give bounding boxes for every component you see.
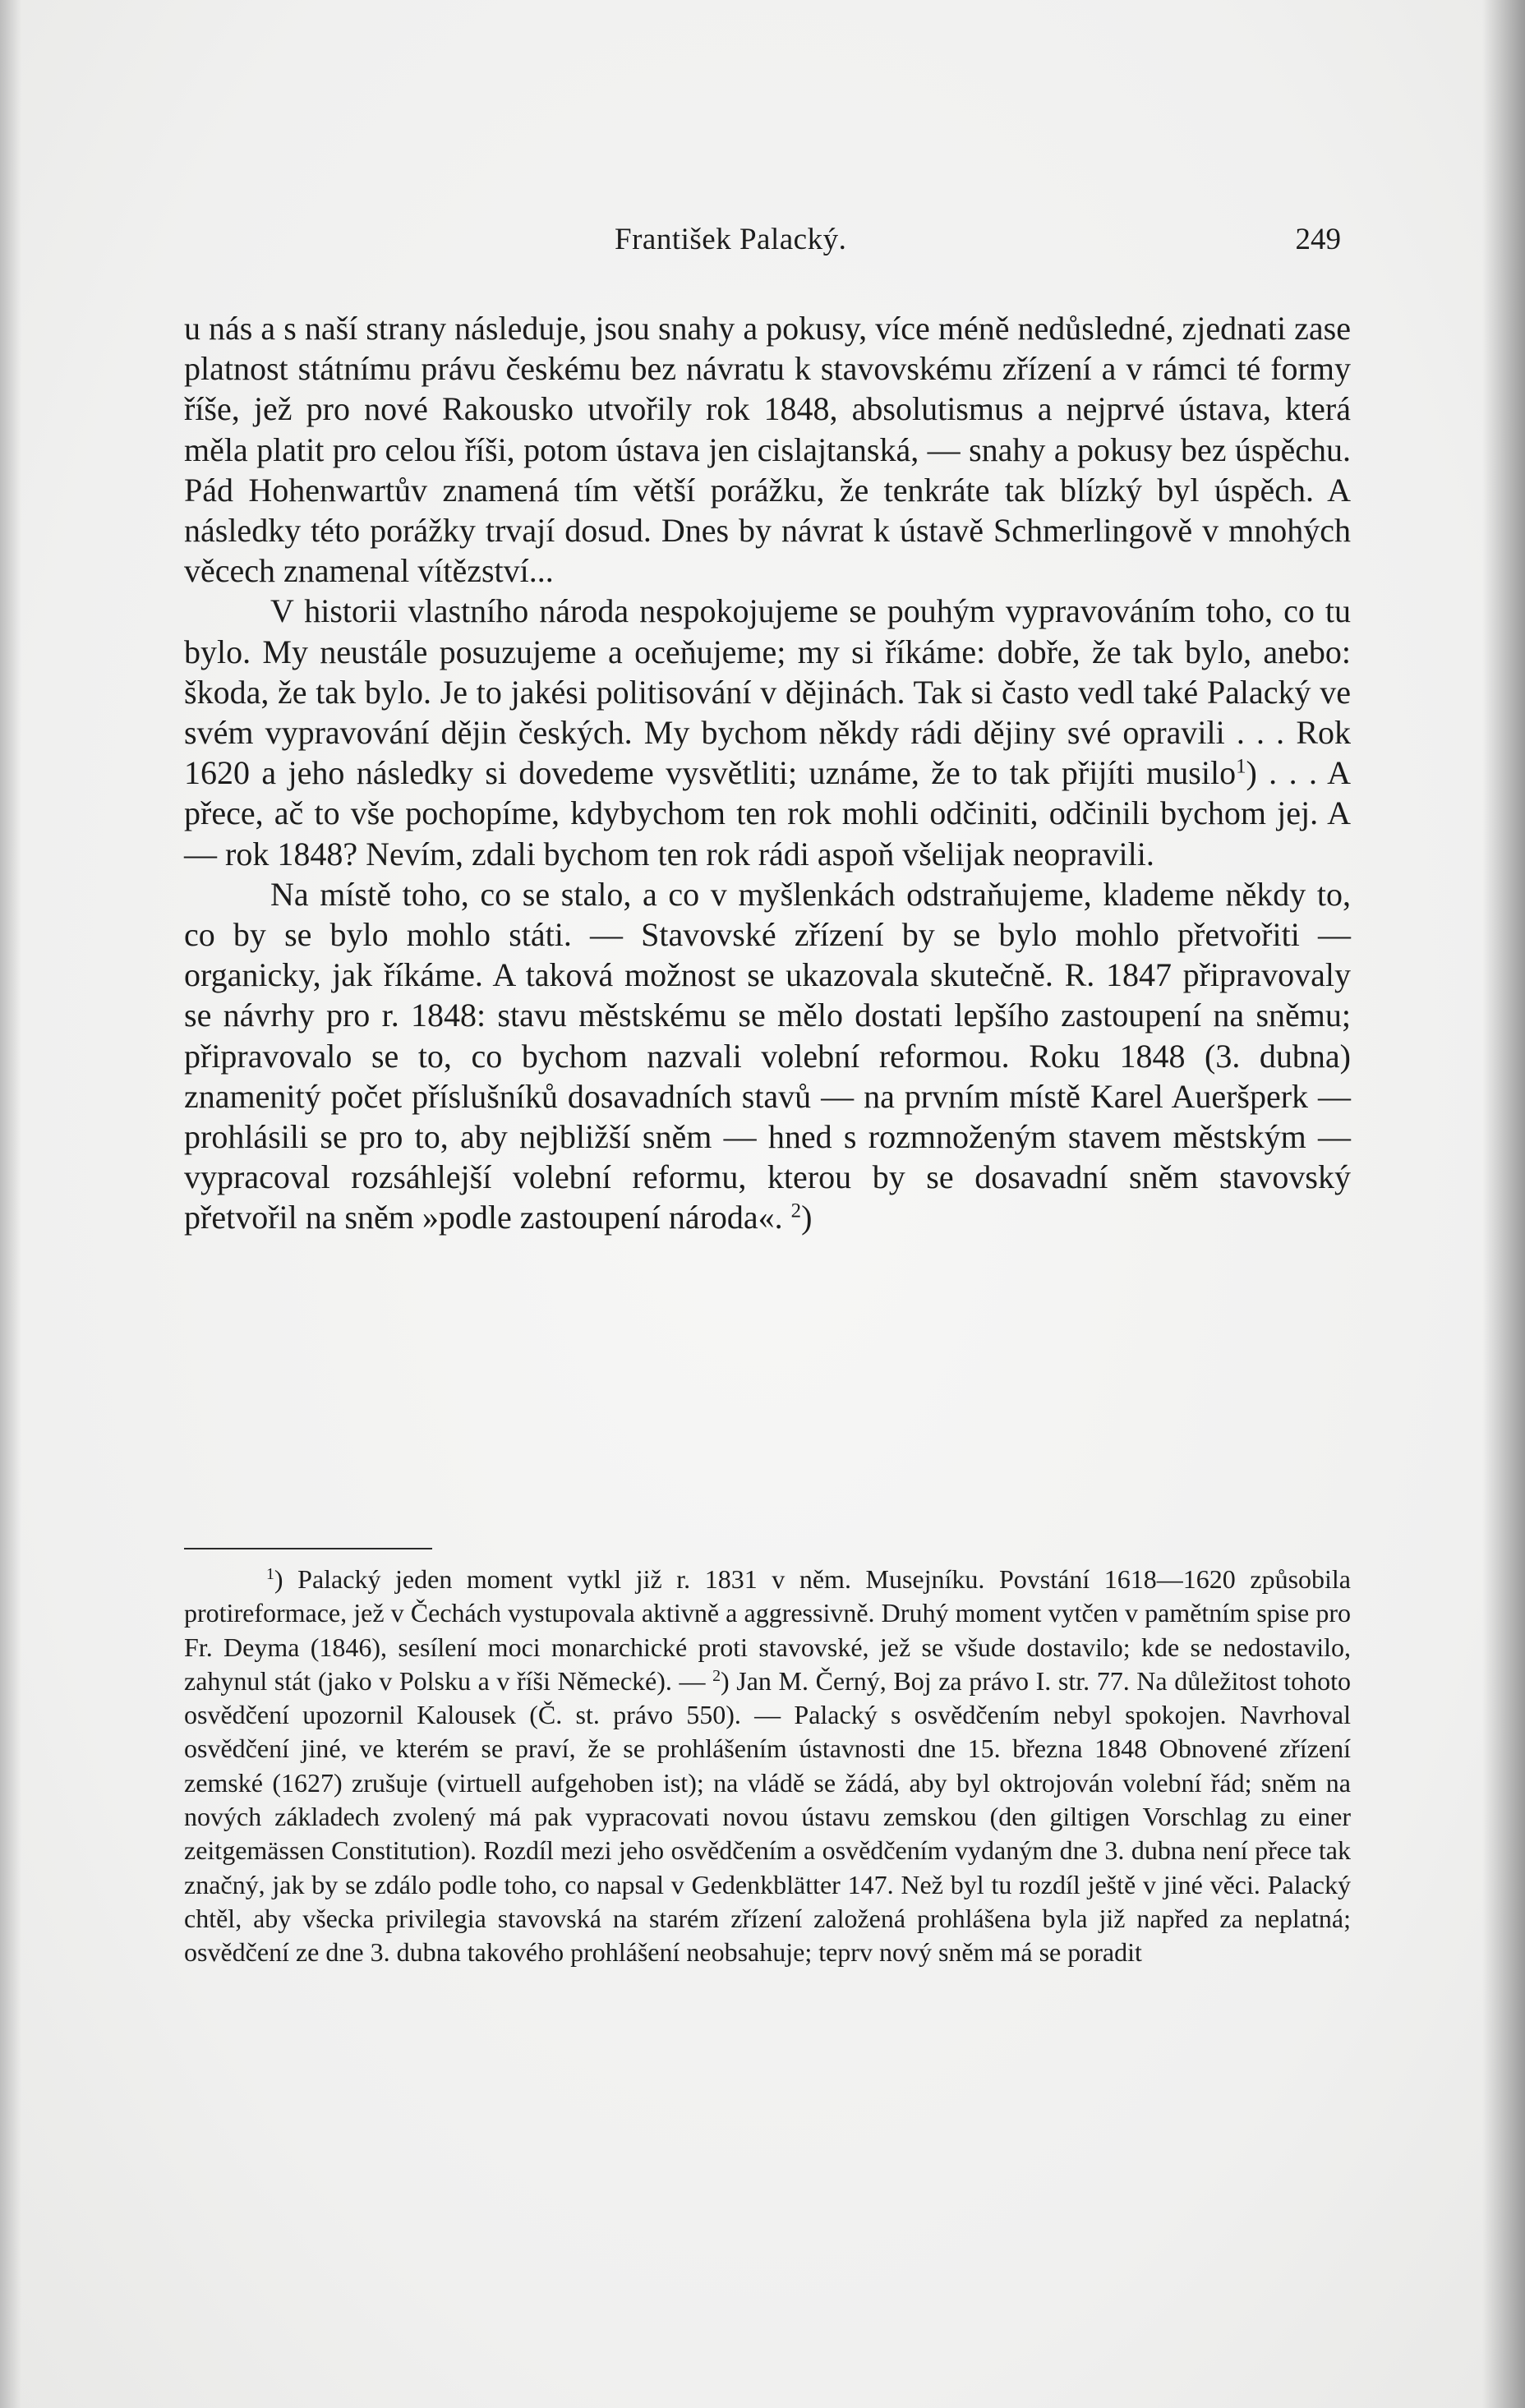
paragraph-1: u nás a s naší strany následuje, jsou snahy a pokusy, více méně nedůsledné, zjednati zase platnost státnímu právu českému bez návratu k stavovskému zřízení a v rámci té formy říše, jež pro nové Rakousko utvořily rok 1848, absolutismus a nejprvé ústava, která měla platit pro celou říši, potom ústava jen cislajtanská, — snahy a pokusy bez úspěchu. Pád Hohenwartův znamená tím větší porážku, že tenkráte tak blízký byl úspěch. A následky této porážky trvají dosud. Dnes by návrat k ústavě Schmerlingově v mnohých věcech znamenal vítězství...: [184, 310, 1351, 590]
paragraph-3-text-b: ): [801, 1199, 813, 1236]
footnote-marker-2: 2: [712, 1666, 721, 1685]
paragraph-3: [184, 874, 1351, 1238]
running-title: František Palacký.: [615, 223, 847, 256]
footnote-marker-1: 1: [266, 1565, 274, 1584]
footnote-2-text: ) Jan M. Černý, Boj za právo I. str. 77. Na důležitost tohoto osvědčení upozornil Kalousek (Č. st. právo 550). — Palacký s osvědčením nebyl spokojen. Navrhoval osvědčení jiné, ve kterém se praví, že se prohlášením ústavnosti dne 15. března 1848 Obnovené zřízení zemské (1627) zrušuje (virtuell aufgehoben ist); na vládě se žádá, aby byl oktrojován volební řád; sněm na nových základech zvolený má pak vypracovati novou ústavu zemskou (den giltigen Vorschlag zu einer zeitgemässen Constitution). Rozdíl mezi jeho osvědčením a osvědčením vydaným dne 3. dubna není přece tak značný, jak by se zdálo podle toho, co napsal v Gedenkblätter 147. Než byl tu rozdíl ještě v jiné věci. Palacký chtěl, aby všecka privilegia stavovská na starém zřízení založená prohlášena byla již napřed za neplatná; osvědčení ze dne 3. dubna takového prohlášení neobsahuje; teprv nový sněm má se poradit: [184, 1665, 1352, 1968]
footnote-block: [184, 1563, 1351, 1970]
running-header: [184, 222, 1341, 271]
page-number: 249: [1295, 223, 1341, 256]
footnote-separator: [184, 1548, 432, 1549]
page-edge-shadow-left: [0, 0, 21, 2408]
page-edge-shadow-right: [1482, 0, 1525, 2408]
paragraph-3-text-a: Na místě toho, co se stalo, a co v myšlenkách odstraňujeme, klademe někdy to, co by se bylo mohlo státi. — Stavovské zřízení by se bylo mohlo přetvořiti — organicky, jak říkáme. A taková možnost se ukazovala skutečně. R. 1847 připravovaly se návrhy pro r. 1848: stavu městskému se mělo dostati lepšího zastoupení na sněmu; připravovalo se to, co bychom nazvali volební reformou. Roku 1848 (3. dubna) znamenitý počet příslušníků dosavadních stavů — na prvním místě Karel Aueršperk — prohlásili se pro to, aby nejbližší sněm — hned s rozmnoženým stavem městským — vypracoval rozsáhlejší volební reformu, kterou by se dosavadní sněm stavovský přetvořil na sněm »podle zastoupení národa«.: [184, 875, 1351, 1236]
main-text: [184, 308, 1351, 1238]
paragraph-2: [184, 591, 1351, 873]
paragraph-2-text-a: V historii vlastního národa nespokojujeme se pouhým vypravováním toho, co tu bylo. My neustále posuzujeme a oceňujeme; my si říkáme: dobře, že tak bylo, anebo: škoda, že tak bylo. Je to jakési politisování v dějinách. Tak si často vedl také Palacký ve svém vypravování dějin českých. My bychom někdy rádi dějiny své opravili . . . Rok 1620 a jeho následky si dovedeme vysvětliti; uznáme, že to tak přijíti musilo: [184, 592, 1351, 792]
footnotes: [184, 1563, 1351, 1970]
footnote-ref-2: 2: [790, 1199, 802, 1222]
footnote-ref-1: 1: [1236, 755, 1246, 778]
paragraph-2-text-b: ) . . . A přece, ač to vše pochopíme, kdybychom ten rok mohli odčiniti, odčinili bychom jej. A — rok 1848? Nevím, zdali bychom ten rok rádi aspoň všelijak neopravili.: [184, 754, 1351, 872]
footnote-1-text: ) Palacký jeden moment vytkl již r. 1831 v něm. Musejníku. Povstání 1618—1620 způsobila protireformace, jež v Čechách vystupovala aktivně a aggressivně. Druhý moment vytčen v pamětním spise pro Fr. Deyma (1846), sesílení moci monarchické proti stavovské, jež se všude dostavilo; kde se nedostavilo, zahynul stát (jako v Polsku a v říši Německé). —: [184, 1564, 1351, 1696]
